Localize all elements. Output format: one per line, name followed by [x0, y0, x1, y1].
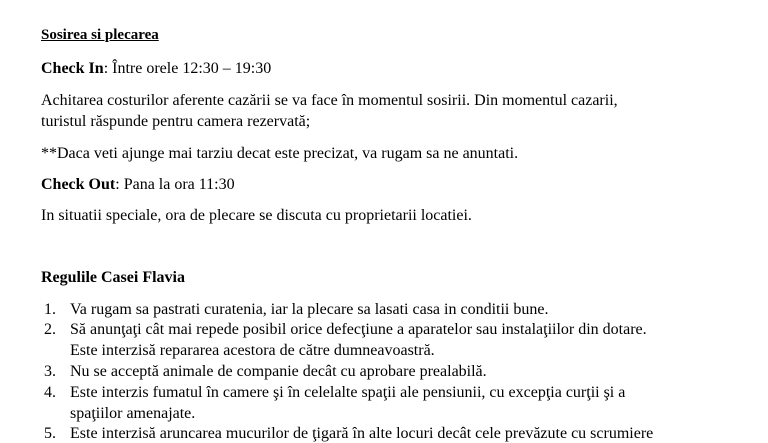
rule-text: Nu se acceptă animale de companie decât cu aprobare prealabilă. [70, 363, 487, 380]
rule-number: 1. [44, 301, 56, 318]
house-rules-title: Regulile Casei Flavia [41, 269, 185, 286]
checkin-separator: : [103, 60, 113, 77]
checkin-value: Între orele 12:30 – 19:30 [112, 60, 272, 77]
rule-number: 2. [44, 321, 56, 338]
special-situations-note: In situatii speciale, ora de plecare se discuta cu proprietarii locatiei. [41, 207, 472, 224]
rule-number: 4. [44, 384, 56, 401]
rule-text-continued: Este interzisă repararea acestora de către dumneavoastră. [70, 342, 435, 359]
rule-text: Este interzis fumatul în camere şi în celelalte spaţii ale pensiunii, cu excepţia curţii şi a [70, 384, 626, 401]
payment-line-2: turistul răspunde pentru camera rezervată; [41, 113, 311, 130]
checkin-label: Check In [41, 60, 104, 77]
arrival-heading: Sosirea si plecarea [41, 27, 159, 43]
rule-number: 3. [44, 363, 56, 380]
late-arrival-note: **Daca veti ajunge mai tarziu decat este precizat, va rugam sa ne anuntati. [41, 145, 519, 162]
rule-text: Va rugam sa pastrati curatenia, iar la plecare sa lasati casa in conditii bune. [70, 301, 549, 318]
checkout-label: Check Out [41, 176, 116, 193]
rule-text: Să anunţaţi cât mai repede posibil orice defecţiune a aparatelor sau instalaţiilor din dotare. [70, 321, 647, 338]
rule-number: 5. [44, 425, 56, 442]
checkin-line [41, 60, 271, 78]
checkout-line [41, 176, 235, 194]
rule-text: Este interzisă aruncarea mucurilor de ţigară în alte locuri decât cele prevăzute cu scrumiere [70, 425, 654, 442]
rule-text-continued: spaţiilor amenajate. [70, 405, 196, 422]
payment-line-1: Achitarea costurilor aferente cazării se va face în momentul sosirii. Din momentul cazarii, [41, 92, 618, 109]
checkout-separator: : [115, 176, 124, 193]
checkout-value: Pana la ora 11:30 [123, 176, 235, 193]
